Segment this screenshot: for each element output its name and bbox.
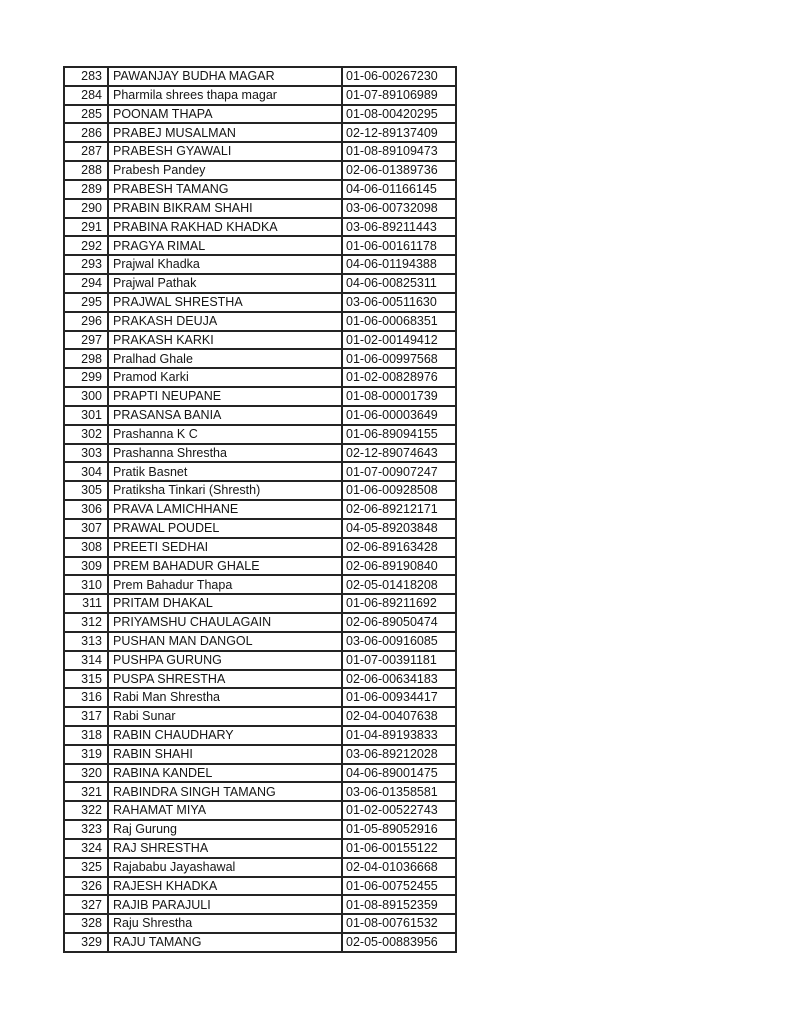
- name-cell: RAJ SHRESTHA: [108, 839, 342, 858]
- table-row: [64, 538, 456, 557]
- serial-cell: 313: [64, 632, 108, 651]
- name-cell: Prabesh Pandey: [108, 161, 342, 180]
- name-cell: Prashanna Shrestha: [108, 444, 342, 463]
- name-cell: Rabi Man Shrestha: [108, 688, 342, 707]
- serial-cell: 294: [64, 274, 108, 293]
- table-row: [64, 481, 456, 500]
- id-cell: 01-07-89106989: [342, 86, 456, 105]
- name-cell: RAJESH KHADKA: [108, 877, 342, 896]
- table-row: [64, 500, 456, 519]
- id-cell: 02-06-89050474: [342, 613, 456, 632]
- table-row: [64, 105, 456, 124]
- table-row: [64, 651, 456, 670]
- name-cell: Pratik Basnet: [108, 462, 342, 481]
- id-cell: 01-02-00828976: [342, 368, 456, 387]
- serial-cell: 311: [64, 594, 108, 613]
- table-row: [64, 86, 456, 105]
- name-cell: Raju Shrestha: [108, 914, 342, 933]
- name-cell: RAJIB PARAJULI: [108, 895, 342, 914]
- id-cell: 01-06-89094155: [342, 425, 456, 444]
- serial-cell: 295: [64, 293, 108, 312]
- name-cell: Pralhad Ghale: [108, 349, 342, 368]
- serial-cell: 307: [64, 519, 108, 538]
- id-cell: 01-08-00001739: [342, 387, 456, 406]
- name-cell: PRABIN BIKRAM SHAHI: [108, 199, 342, 218]
- name-cell: PRASANSA BANIA: [108, 406, 342, 425]
- name-cell: PRABEJ MUSALMAN: [108, 123, 342, 142]
- id-cell: 03-06-00511630: [342, 293, 456, 312]
- serial-cell: 326: [64, 877, 108, 896]
- id-cell: 02-06-89212171: [342, 500, 456, 519]
- table-row: [64, 557, 456, 576]
- id-cell: 01-06-00155122: [342, 839, 456, 858]
- name-cell: Pratiksha Tinkari (Shresth): [108, 481, 342, 500]
- table-row: [64, 594, 456, 613]
- serial-cell: 316: [64, 688, 108, 707]
- id-cell: 01-06-00934417: [342, 688, 456, 707]
- name-cell: Pharmila shrees thapa magar: [108, 86, 342, 105]
- table-row: [64, 914, 456, 933]
- name-cell: PRIYAMSHU CHAULAGAIN: [108, 613, 342, 632]
- table-row: [64, 707, 456, 726]
- serial-cell: 309: [64, 557, 108, 576]
- serial-cell: 305: [64, 481, 108, 500]
- id-cell: 02-06-89190840: [342, 557, 456, 576]
- table-row: [64, 877, 456, 896]
- serial-cell: 323: [64, 820, 108, 839]
- table-row: [64, 839, 456, 858]
- name-cell: PRAPTI NEUPANE: [108, 387, 342, 406]
- serial-cell: 289: [64, 180, 108, 199]
- table-row: [64, 519, 456, 538]
- id-cell: 03-06-89211443: [342, 218, 456, 237]
- table-row: [64, 123, 456, 142]
- serial-cell: 306: [64, 500, 108, 519]
- table-row: [64, 218, 456, 237]
- serial-cell: 329: [64, 933, 108, 952]
- serial-cell: 300: [64, 387, 108, 406]
- name-cell: RABIN SHAHI: [108, 745, 342, 764]
- table-row: [64, 462, 456, 481]
- table-row: [64, 820, 456, 839]
- name-cell: PAWANJAY BUDHA MAGAR: [108, 67, 342, 86]
- table-row: [64, 331, 456, 350]
- name-cell: PRAGYA RIMAL: [108, 236, 342, 255]
- id-cell: 01-06-00003649: [342, 406, 456, 425]
- name-cell: RABINDRA SINGH TAMANG: [108, 782, 342, 801]
- id-cell: 01-07-00391181: [342, 651, 456, 670]
- name-cell: PRAKASH DEUJA: [108, 312, 342, 331]
- id-cell: 01-04-89193833: [342, 726, 456, 745]
- serial-cell: 325: [64, 858, 108, 877]
- serial-cell: 288: [64, 161, 108, 180]
- table-row: [64, 726, 456, 745]
- serial-cell: 317: [64, 707, 108, 726]
- name-cell: Prashanna K C: [108, 425, 342, 444]
- id-cell: 01-08-89152359: [342, 895, 456, 914]
- table-row: [64, 764, 456, 783]
- id-cell: 02-06-00634183: [342, 670, 456, 689]
- id-cell: 01-06-00928508: [342, 481, 456, 500]
- id-cell: 01-08-00761532: [342, 914, 456, 933]
- id-cell: 01-02-00522743: [342, 801, 456, 820]
- name-cell: PRAWAL POUDEL: [108, 519, 342, 538]
- serial-cell: 297: [64, 331, 108, 350]
- table-row: [64, 180, 456, 199]
- name-cell: PUSHAN MAN DANGOL: [108, 632, 342, 651]
- serial-cell: 296: [64, 312, 108, 331]
- table-row: [64, 444, 456, 463]
- serial-cell: 285: [64, 105, 108, 124]
- table-row: [64, 895, 456, 914]
- id-cell: 01-06-00161178: [342, 236, 456, 255]
- name-cell: PUSPA SHRESTHA: [108, 670, 342, 689]
- table-row: [64, 255, 456, 274]
- serial-cell: 315: [64, 670, 108, 689]
- id-cell: 03-06-00916085: [342, 632, 456, 651]
- id-cell: 04-06-01166145: [342, 180, 456, 199]
- id-cell: 02-04-00407638: [342, 707, 456, 726]
- serial-cell: 318: [64, 726, 108, 745]
- serial-cell: 292: [64, 236, 108, 255]
- name-cell: RAHAMAT MIYA: [108, 801, 342, 820]
- name-cell: RABIN CHAUDHARY: [108, 726, 342, 745]
- table-row: [64, 933, 456, 952]
- name-cell: Rabi Sunar: [108, 707, 342, 726]
- serial-cell: 321: [64, 782, 108, 801]
- name-cell: Prajwal Khadka: [108, 255, 342, 274]
- id-cell: 04-06-89001475: [342, 764, 456, 783]
- name-cell: Rajababu Jayashawal: [108, 858, 342, 877]
- name-cell: PREETI SEDHAI: [108, 538, 342, 557]
- table-row: [64, 670, 456, 689]
- table-row: [64, 688, 456, 707]
- id-cell: 03-06-01358581: [342, 782, 456, 801]
- table-row: [64, 161, 456, 180]
- serial-cell: 308: [64, 538, 108, 557]
- id-cell: 02-12-89074643: [342, 444, 456, 463]
- name-cell: PREM BAHADUR GHALE: [108, 557, 342, 576]
- id-cell: 03-06-00732098: [342, 199, 456, 218]
- serial-cell: 328: [64, 914, 108, 933]
- id-cell: 01-06-00752455: [342, 877, 456, 896]
- table-row: [64, 142, 456, 161]
- table-row: [64, 274, 456, 293]
- id-cell: 01-06-00068351: [342, 312, 456, 331]
- id-cell: 01-08-89109473: [342, 142, 456, 161]
- serial-cell: 327: [64, 895, 108, 914]
- id-cell: 01-07-00907247: [342, 462, 456, 481]
- table-row: [64, 387, 456, 406]
- table-row: [64, 425, 456, 444]
- id-cell: 02-05-01418208: [342, 575, 456, 594]
- serial-cell: 312: [64, 613, 108, 632]
- table-row: [64, 801, 456, 820]
- table-row: [64, 632, 456, 651]
- name-cell: PRITAM DHAKAL: [108, 594, 342, 613]
- table-row: [64, 293, 456, 312]
- serial-cell: 298: [64, 349, 108, 368]
- name-cell: Pramod Karki: [108, 368, 342, 387]
- table-row: [64, 782, 456, 801]
- serial-cell: 287: [64, 142, 108, 161]
- id-cell: 01-06-00267230: [342, 67, 456, 86]
- serial-cell: 320: [64, 764, 108, 783]
- table-row: [64, 349, 456, 368]
- serial-cell: 303: [64, 444, 108, 463]
- id-cell: 02-04-01036668: [342, 858, 456, 877]
- serial-cell: 291: [64, 218, 108, 237]
- name-cell: POONAM THAPA: [108, 105, 342, 124]
- serial-cell: 310: [64, 575, 108, 594]
- table-row: [64, 406, 456, 425]
- table-row: [64, 368, 456, 387]
- id-cell: 01-06-89211692: [342, 594, 456, 613]
- name-cell: PRABESH GYAWALI: [108, 142, 342, 161]
- id-cell: 02-06-89163428: [342, 538, 456, 557]
- table-row: [64, 312, 456, 331]
- serial-cell: 322: [64, 801, 108, 820]
- id-cell: 02-05-00883956: [342, 933, 456, 952]
- table-row: [64, 236, 456, 255]
- name-cell: PRABESH TAMANG: [108, 180, 342, 199]
- id-cell: 04-05-89203848: [342, 519, 456, 538]
- name-cell: RABINA KANDEL: [108, 764, 342, 783]
- id-cell: 02-06-01389736: [342, 161, 456, 180]
- id-cell: 03-06-89212028: [342, 745, 456, 764]
- serial-cell: 301: [64, 406, 108, 425]
- id-cell: 02-12-89137409: [342, 123, 456, 142]
- name-cell: PRAJWAL SHRESTHA: [108, 293, 342, 312]
- name-cell: Raj Gurung: [108, 820, 342, 839]
- table-row: [64, 199, 456, 218]
- serial-cell: 284: [64, 86, 108, 105]
- id-cell: 04-06-01194388: [342, 255, 456, 274]
- roster-table: [63, 66, 457, 953]
- id-cell: 04-06-00825311: [342, 274, 456, 293]
- table-row: [64, 575, 456, 594]
- id-cell: 01-06-00997568: [342, 349, 456, 368]
- serial-cell: 304: [64, 462, 108, 481]
- name-cell: PRAVA LAMICHHANE: [108, 500, 342, 519]
- table-row: [64, 745, 456, 764]
- serial-cell: 319: [64, 745, 108, 764]
- name-cell: Prajwal Pathak: [108, 274, 342, 293]
- table-row: [64, 613, 456, 632]
- id-cell: 01-02-00149412: [342, 331, 456, 350]
- id-cell: 01-08-00420295: [342, 105, 456, 124]
- name-cell: RAJU TAMANG: [108, 933, 342, 952]
- id-cell: 01-05-89052916: [342, 820, 456, 839]
- name-cell: PRAKASH KARKI: [108, 331, 342, 350]
- table-row: [64, 858, 456, 877]
- serial-cell: 290: [64, 199, 108, 218]
- serial-cell: 293: [64, 255, 108, 274]
- serial-cell: 314: [64, 651, 108, 670]
- name-cell: PUSHPA GURUNG: [108, 651, 342, 670]
- serial-cell: 283: [64, 67, 108, 86]
- name-cell: Prem Bahadur Thapa: [108, 575, 342, 594]
- name-cell: PRABINA RAKHAD KHADKA: [108, 218, 342, 237]
- table-row: [64, 67, 456, 86]
- serial-cell: 302: [64, 425, 108, 444]
- serial-cell: 286: [64, 123, 108, 142]
- roster-table-body: [64, 67, 456, 952]
- serial-cell: 299: [64, 368, 108, 387]
- serial-cell: 324: [64, 839, 108, 858]
